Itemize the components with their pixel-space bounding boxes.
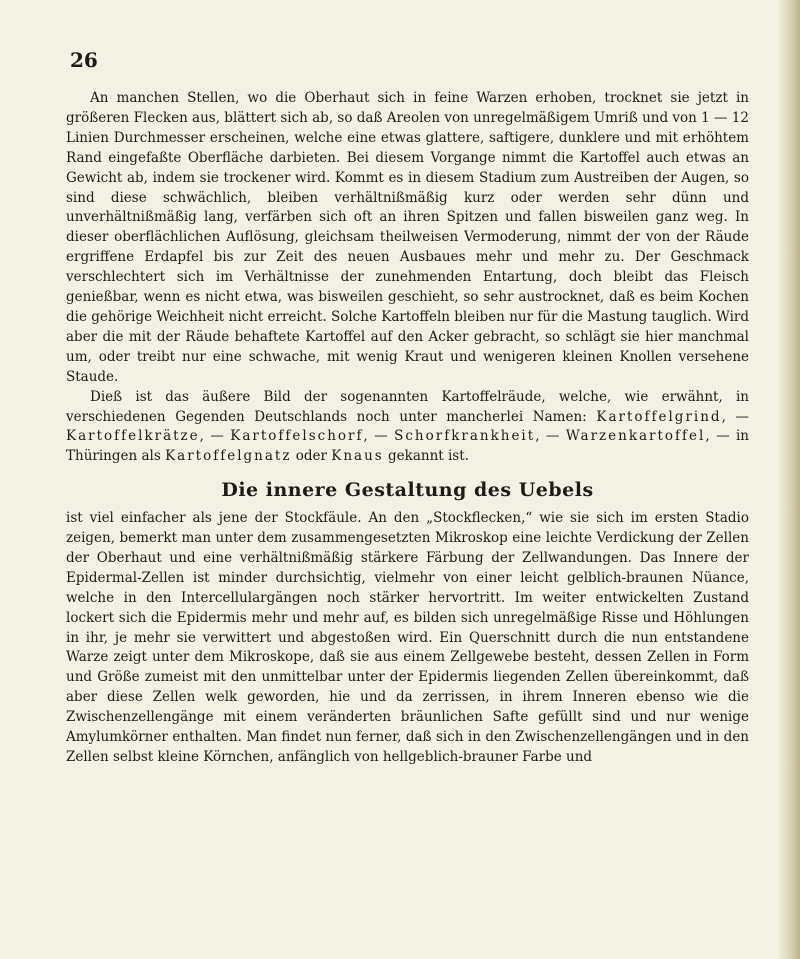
- paragraph-2-start: Dieß ist das äußere Bild der sogenannten Kartoffelräude, welche, wie erwähnt, in verschiedenen Gegenden Deutschlands noch unter mancherlei Namen:: [66, 388, 749, 425]
- page-number: 26: [70, 48, 98, 72]
- term-knaus: Knaus: [331, 448, 384, 465]
- body-text: [66, 89, 749, 768]
- term-kartoffelschorf: Kartoffelschorf: [230, 428, 364, 445]
- paragraph-3: ist viel einfacher als jene der Stockfäule. An den „Stockflecken,“ wie sie sich im ersten Stadio zeigen, bemerkt man unter dem zusammengesetzten Mikroskop eine leichte Verdickung der Zellen der Oberhaut und eine verhältnißmäßig stärkere Färbung der Zellwandungen. Das Innere der Epidermal-Zellen ist minder durchsichtig, vielmehr von einer leicht gelblich-braunen Nüance, welche in den Intercellulargängen noch stärker hervortritt. Im weiter entwickelten Zustand lockert sich die Epidermis mehr und mehr auf, es bilden sich unregelmäßige Risse und Höhlungen in ihr, je mehr sie verwittert und abgestoßen wird. Ein Querschnitt durch die nun entstandene Warze zeigt unter dem Mikroskope, daß sie aus einem Zellgewebe besteht, dessen Zellen in Form und Größe zumeist mit den unmittelbar unter der Epidermis liegenden Zellen übereinkommt, daß aber diese Zellen welk geworden, hie und da zerrissen, in ihrem Inneren ebenso wie die Zwischenzellengänge mit einem veränderten bräunlichen Safte gefüllt sind und nur wenige Amylumkörner enthalten. Man findet nun ferner, daß sich in den Zwischenzellengängen und in den Zellen selbst kleine Körnchen, anfänglich von hellgeblich-brauner Farbe und: [66, 510, 749, 765]
- term-warzenkartoffel: Warzenkartoffel: [565, 428, 706, 445]
- term-schorfkrankheit: Schorfkrankheit: [394, 428, 536, 445]
- paragraph-2-end: gekannt ist.: [388, 448, 469, 465]
- paragraph-2: Dieß ist das äußere Bild der sogenannten Kartoffelräude, welche, wie erwähnt, in verschiedenen Gegenden Deutschlands noch unter mancherlei Namen: Kartoffelgrind, — Kartoffelkrätze, — Kartoffelschorf, — Schorfkrankheit, — Warzenkartoffel, — in Thüringen als Kartoffelgnatz oder Knaus gekannt ist.: [66, 388, 750, 465]
- page-edge-shadow: [778, 0, 800, 959]
- term-kartoffelgnatz: Kartoffelgnatz: [165, 448, 292, 465]
- term-kartoffelgrind: Kartoffelgrind: [596, 408, 722, 425]
- term-kartoffelkraetze: Kartoffelkrätze: [66, 428, 200, 445]
- paragraph-1: An manchen Stellen, wo die Oberhaut sich in feine Warzen erhoben, trocknet sie jetzt in größeren Flecken aus, blättert sich ab, so daß Areolen von unregelmäßigem Umriß und von 1 — 12 Linien Durchmesser erscheinen, welche eine etwas glattere, saftigere, dunklere und mit erhöhtem Rand eingefaßte Oberfläche darbieten. Bei diesem Vorgange nimmt die Kartoffel auch etwas an Gewicht ab, indem sie trockener wird. Kommt es in diesem Stadium zum Austreiben der Augen, so sind diese schwächlich, bleiben verhältnißmäßig kurz oder werden sehr dünn und unverhältnißmäßig lang, verfärben sich oft an ihren Spitzen und fallen bisweilen ganz weg. In dieser oberflächlichen Auflösung, gleichsam theilweisen Vermoderung, nimmt der von der Räude ergriffene Erdapfel bis zur Zeit des neuen Ausbaues mehr und mehr zu. Der Geschmack verschlechtert sich im Verhältnisse der zunehmenden Entartung, doch bleibt das Fleisch genießbar, wenn es nicht etwa, was bisweilen geschieht, so sehr austrocknet, daß es beim Kochen die gehörige Weichheit nicht erreicht. Solche Kartoffeln bleiben nur für die Mastung tauglich. Wird aber die mit der Räude behaftete Kartoffel auf den Acker gebracht, so schlägt sie hier manchmal um, oder treibt nur eine schwache, mit wenig Kraut und wenigeren kleinen Knollen versehene Staude.: [66, 90, 749, 385]
- paragraph-2-mid: — in Thüringen als: [66, 428, 750, 465]
- section-heading: Die innere Gestaltung des Uebels: [221, 479, 594, 502]
- paragraph-2-or: oder: [295, 448, 327, 465]
